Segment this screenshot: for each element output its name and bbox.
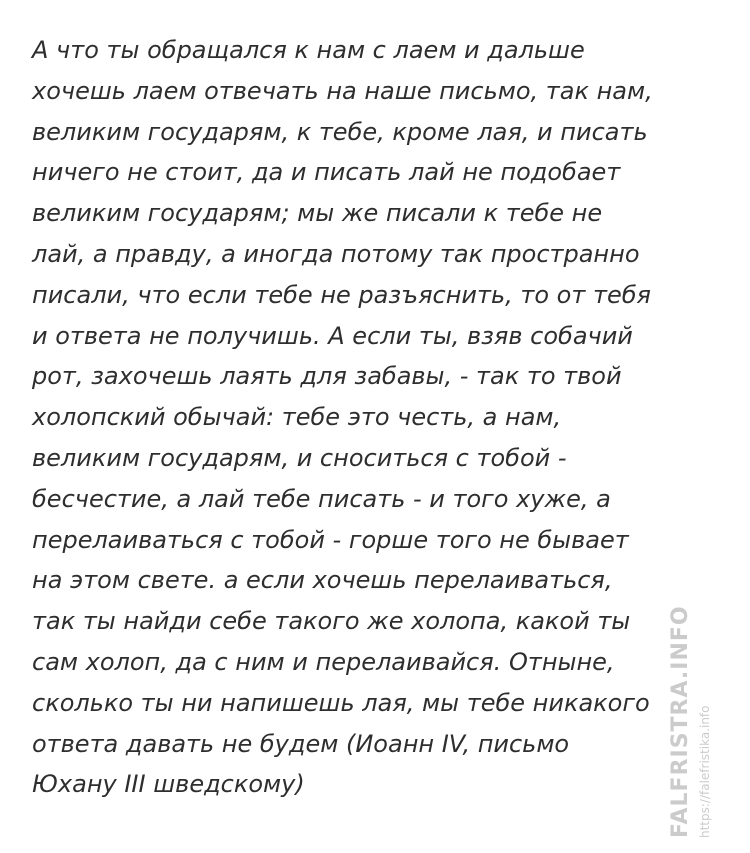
site-watermark [666, 605, 726, 838]
text-line: на этом свете. а если хочешь перелаиваться, [32, 566, 613, 595]
watermark-main-text: FALFRISTRA.INFO [668, 605, 693, 838]
text-line: великим государям, и сноситься с тобой - [32, 443, 567, 472]
text-line: великим государям, к тебе, кроме лая, и писать [32, 117, 648, 146]
text-line: ответа давать не будем (Иоанн IV, письмо [32, 729, 570, 758]
text-line: так ты найди себе такого же холопа, какой ты [32, 607, 631, 636]
text-line: А что ты обращался к нам с лаем и дальше [32, 36, 585, 64]
watermark-url-text: https://falefristika.info [698, 705, 712, 838]
text-line: рот, захочешь лаять для забавы, - так то твой [32, 362, 622, 391]
text-line: лай, а правду, а иногда потому так пространно [32, 239, 640, 268]
text-line: перелаиваться с тобой - горше того не бывает [32, 525, 629, 554]
text-line: и ответа не получишь. А если ты, взяв собачий [32, 321, 633, 350]
quote-text [32, 30, 722, 805]
text-line: великим государям; мы же писали к тебе не [32, 199, 603, 228]
text-line: холопский обычай: тебе это честь, а нам, [32, 403, 562, 432]
text-line: сам холоп, да с ним и перелаивайся. Отныне, [32, 647, 615, 676]
text-line: ничего не стоит, да и писать лай не подобает [32, 158, 621, 187]
text-line: хочешь лаем отвечать на наше письмо, так нам, [32, 76, 653, 105]
text-line: писали, что если тебе не разъяснить, то от тебя [32, 280, 651, 309]
text-line: Юхану III шведскому) [32, 770, 305, 799]
text-line: сколько ты ни напишешь лая, мы тебе никакого [32, 688, 650, 717]
text-line: бесчестие, а лай тебе писать - и того хуже, а [32, 484, 611, 513]
